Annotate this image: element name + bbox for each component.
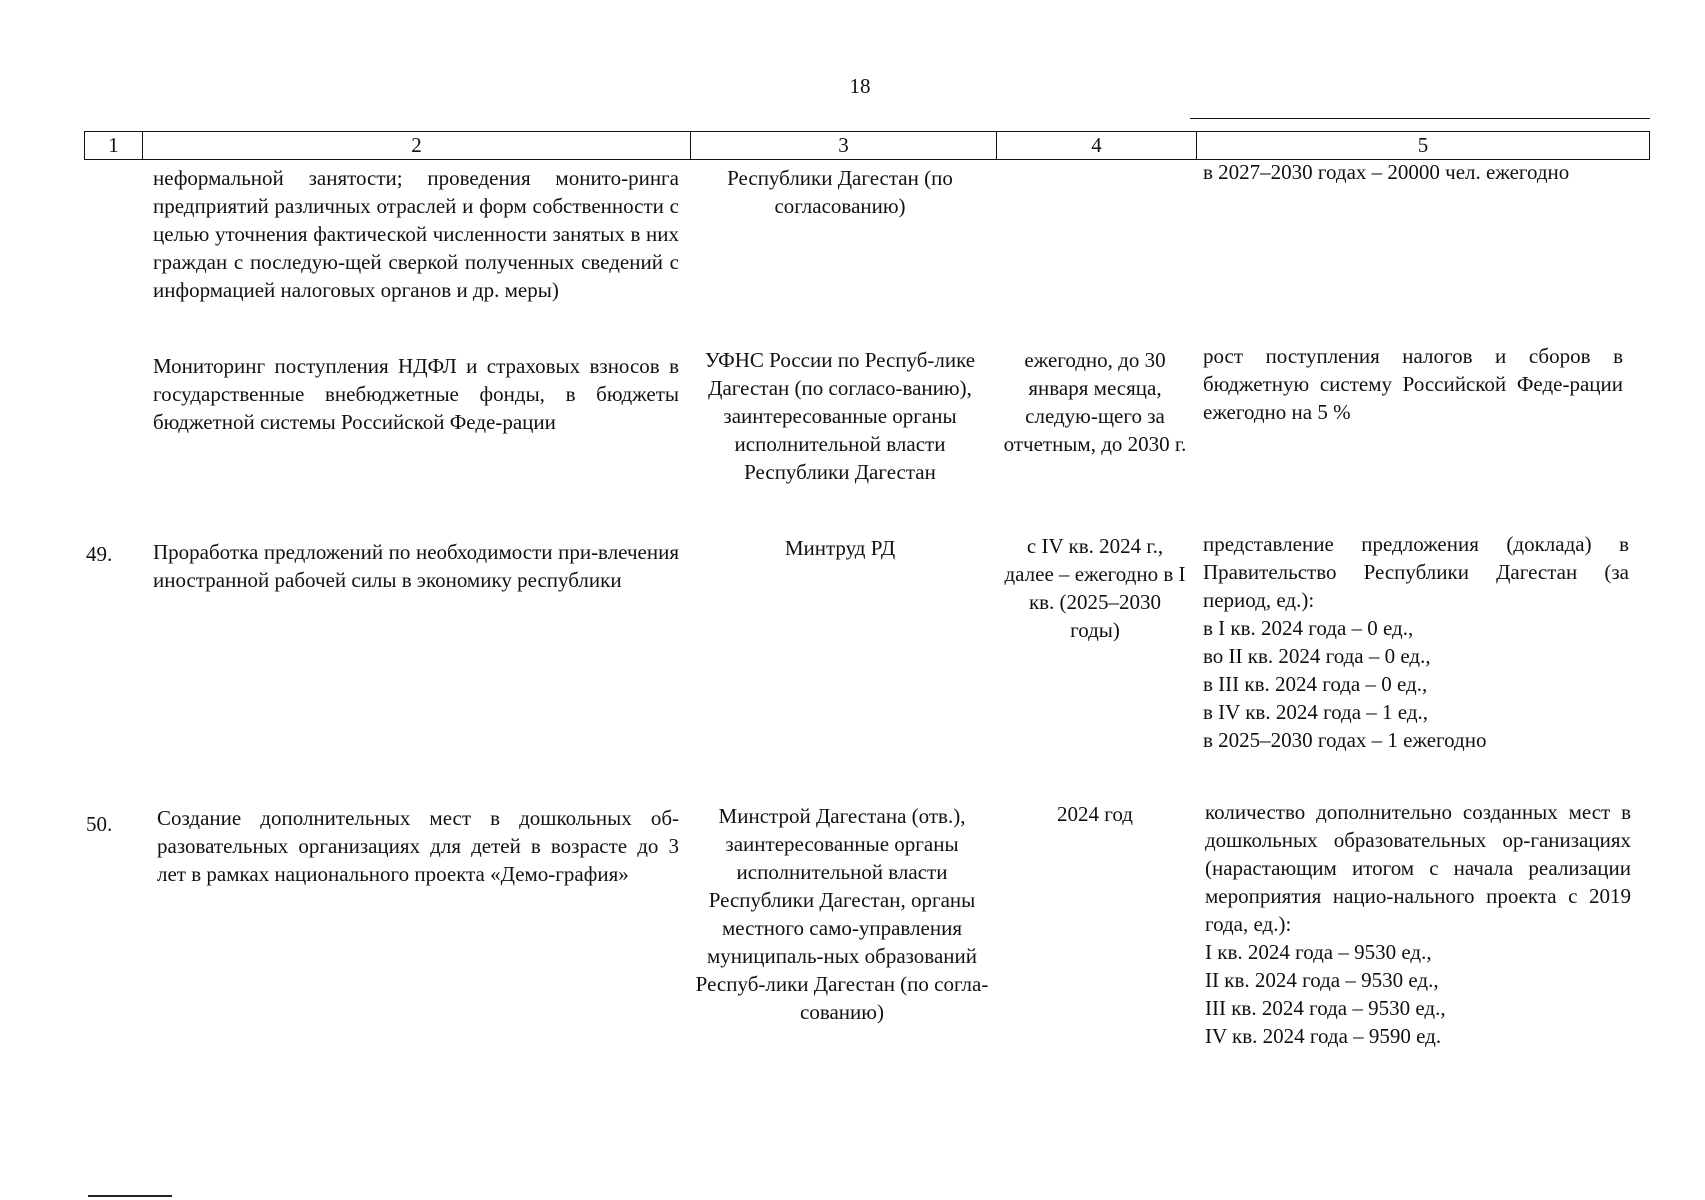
list-item: III кв. 2024 года – 9530 ед., xyxy=(1205,996,1446,1020)
list-item: во II кв. 2024 года – 0 ед., xyxy=(1203,644,1431,668)
row-continuation-col5: в 2027–2030 годах – 20000 чел. ежегодно xyxy=(1203,160,1570,184)
table-header-row xyxy=(84,131,1650,160)
row-49-number: 49. xyxy=(86,542,113,566)
list-item: в III кв. 2024 года – 0 ед., xyxy=(1203,672,1428,696)
row-50-col5-intro: количество дополнительно созданных мест в дошкольных образовательных ор-ганизациях (нарастающим итогом с начала реализации мероприятия нацио-нального проекта с 2019 года, ед.): xyxy=(1205,800,1631,936)
row-49-col3: Минтруд РД xyxy=(784,536,896,560)
list-item: в 2025–2030 годах – 1 ежегодно xyxy=(1203,728,1487,752)
row-50-col4: 2024 год xyxy=(1057,802,1133,826)
list-item: I кв. 2024 года – 9530 ед., xyxy=(1205,940,1432,964)
header-top-rule xyxy=(1190,118,1650,119)
header-col-4: 4 xyxy=(996,132,1196,159)
row-49-col4: с IV кв. 2024 г., далее – ежегодно в I кв. (2025–2030 годы) xyxy=(1004,534,1186,642)
row-49-col2: Проработка предложений по необходимости при-влечения иностранной рабочей силы в экономику республики xyxy=(153,540,679,592)
row-monitoring-col3: УФНС России по Респуб-лике Дагестан (по согласо-ванию), заинтересованные органы исполнительной власти Республики Дагестан xyxy=(704,348,976,484)
header-col-2: 2 xyxy=(142,132,690,159)
row-monitoring-col5: рост поступления налогов и сборов в бюджетную систему Российской Феде-рации ежегодно на 5 % xyxy=(1203,344,1623,424)
row-continuation-col2: неформальной занятости; проведения монито-ринга предприятий различных отраслей и форм собственности с целью уточнения фактической численности занятых в них граждан с последую-щей сверкой полученных сведений с информацией налоговых органов и др. меры) xyxy=(153,166,679,302)
row-monitoring-col4: ежегодно, до 30 января месяца, следую-щего за отчетным, до 2030 г. xyxy=(1003,348,1187,456)
row-monitoring-col2: Мониторинг поступления НДФЛ и страховых взносов в государственные внебюджетные фонды, в бюджеты бюджетной системы Российской Феде-рации xyxy=(153,354,679,434)
row-50-col2: Создание дополнительных мест в дошкольных об-разовательных организациях для детей в возрасте до 3 лет в рамках национального проекта «Демо-графия» xyxy=(157,806,679,886)
row-50-col3: Минстрой Дагестана (отв.), заинтересованные органы исполнительной власти Республики Дагестан, органы местного само-управления муниципаль-ных образований Респуб-лики Дагестан (по согла-сованию) xyxy=(695,804,989,1024)
row-49-col5 xyxy=(1203,530,1629,754)
header-col-3: 3 xyxy=(690,132,996,159)
row-continuation-col3: Республики Дагестан (по согласованию) xyxy=(727,166,953,218)
header-col-1: 1 xyxy=(84,132,142,159)
list-item: IV кв. 2024 года – 9590 ед. xyxy=(1205,1024,1442,1048)
list-item: в IV кв. 2024 года – 1 ед., xyxy=(1203,700,1429,724)
row-50-col5 xyxy=(1205,798,1631,1050)
list-item: II кв. 2024 года – 9530 ед., xyxy=(1205,968,1439,992)
row-49-col5-intro: представление предложения (доклада) в Правительство Республики Дагестан (за период, ед.): xyxy=(1203,532,1629,612)
page-number: 18 xyxy=(849,74,871,98)
list-item: в I кв. 2024 года – 0 ед., xyxy=(1203,616,1414,640)
row-50-number: 50. xyxy=(86,812,113,836)
header-col-5: 5 xyxy=(1196,132,1650,159)
footer-rule xyxy=(88,1195,172,1197)
